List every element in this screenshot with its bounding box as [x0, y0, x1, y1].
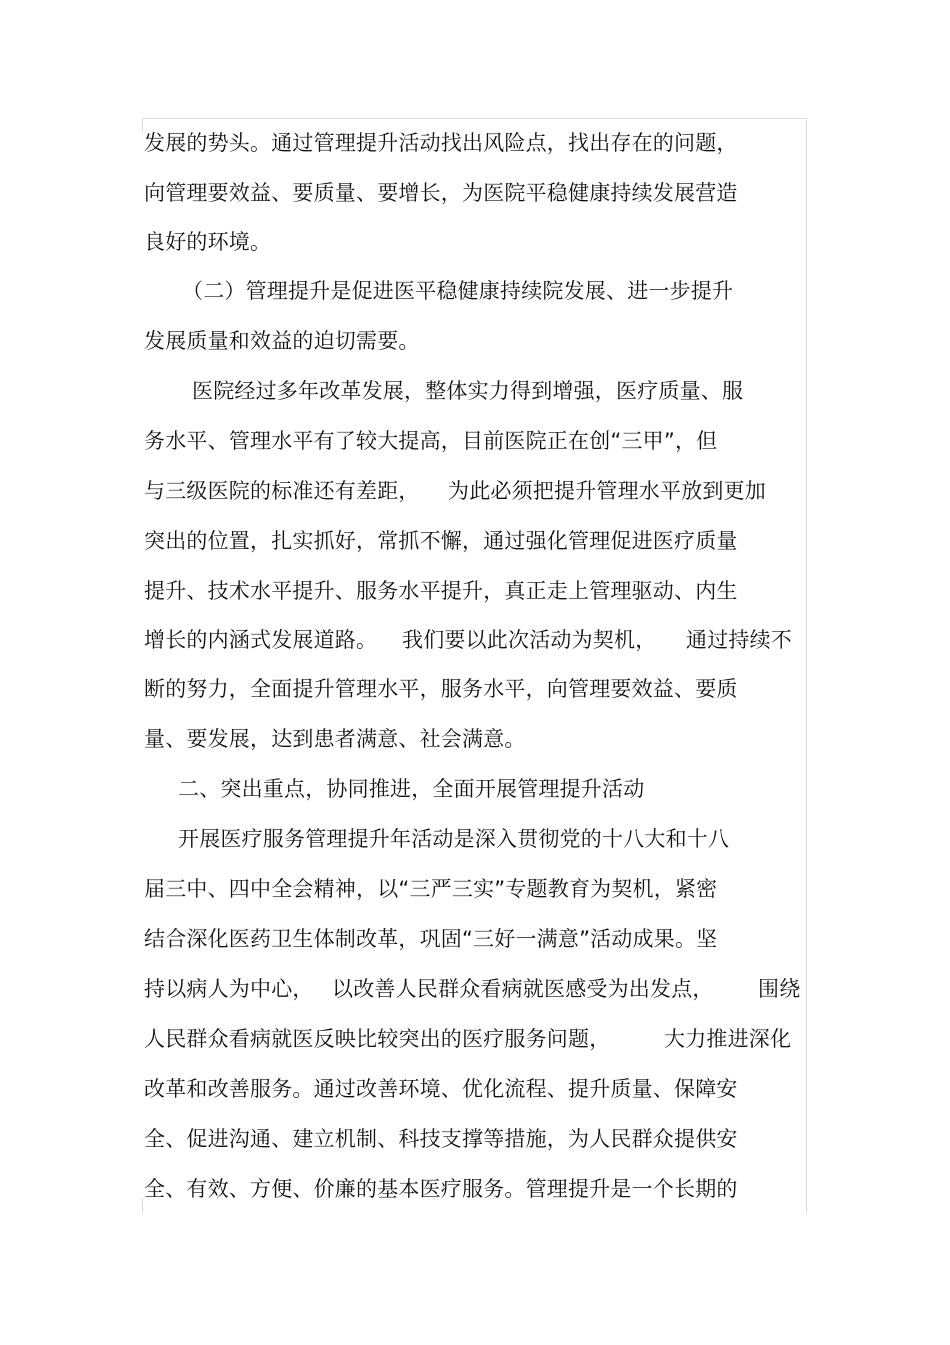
text-line: 与三级医院的标准还有差距， — [144, 479, 420, 503]
text-line: 向管理要效益、要质量、要增长，为医院平稳健康持续发展营造 — [144, 181, 738, 205]
section-heading: 二、突出重点，协同推进，全面开展管理提升活动 — [178, 777, 645, 801]
text-line: 发展的势头。通过管理提升活动找出风险点，找出存在的问题， — [144, 131, 738, 155]
paragraph-start: 医院经过多年改革发展，整体实力得到增强，医疗质量、服 — [192, 379, 744, 403]
paragraph-start: 开展医疗服务管理提升年活动是深入贯彻党的十八大和十八 — [178, 827, 730, 851]
section-heading: （二）管理提升是促进医平稳健康持续院发展、进一步提升 — [182, 279, 734, 303]
text-line: 突出的位置，扎实抓好，常抓不懈，通过强化管理促进医疗质量 — [144, 529, 738, 553]
text-line: 良好的环境。 — [144, 230, 272, 254]
text-line: 务水平、管理水平有了较大提高，目前医院正在创“三甲”，但 — [144, 429, 718, 453]
text-line: 届三中、四中全会精神，以“三严三实”专题教育为契机，紧密 — [144, 877, 718, 901]
text-line-segment: 大力推进深化 — [664, 1027, 792, 1051]
text-line: 结合深化医药卫生体制改革，巩固“三好一满意”活动成果。坚 — [144, 927, 718, 951]
page-border-corner — [142, 1198, 143, 1213]
text-line-segment: 围绕 — [758, 977, 801, 1001]
text-line: 发展质量和效益的迫切需要。 — [144, 329, 420, 353]
text-line: 量、要发展，达到患者满意、社会满意。 — [144, 727, 526, 751]
text-line: 全、促进沟通、建立机制、科技支撑等措施，为人民群众提供安 — [144, 1127, 738, 1151]
page-border-corner — [142, 118, 143, 132]
text-line-segment: 通过持续不 — [686, 628, 792, 652]
text-line: 持以病人为中心， — [144, 977, 314, 1001]
text-line: 断的努力，全面提升管理水平，服务水平，向管理要效益、要质 — [144, 677, 738, 701]
text-line-segment: 以改善人民群众看病就医感受为出发点， — [332, 977, 714, 1001]
text-line-segment: 我们要以此次活动为契机， — [402, 628, 657, 652]
text-line: 提升、技术水平提升、服务水平提升，真正走上管理驱动、内生 — [144, 579, 738, 603]
text-line: 全、有效、方便、价廉的基本医疗服务。管理提升是一个长期的 — [144, 1177, 738, 1201]
text-line: 人民群众看病就医反映比较突出的医疗服务问题， — [144, 1027, 611, 1051]
text-line-segment: 为此必须把提升管理水平放到更加 — [448, 479, 766, 503]
text-line: 增长的内涵式发展道路。 — [144, 628, 378, 652]
text-line: 改革和改善服务。通过改善环境、优化流程、提升质量、保障安 — [144, 1077, 738, 1101]
